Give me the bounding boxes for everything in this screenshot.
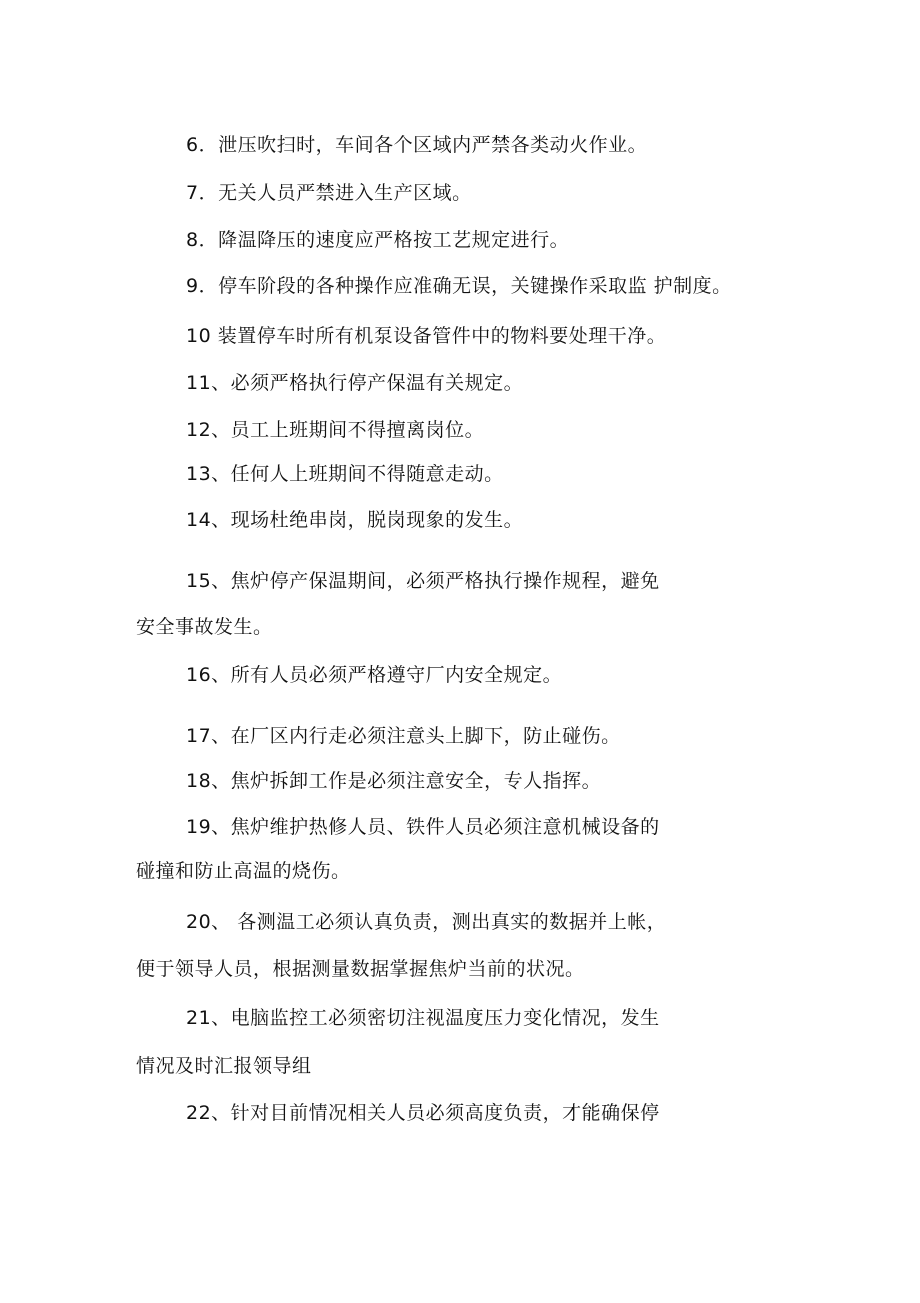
list-item-19: 19、焦炉维护热修人员、铁件人员必须注意机械设备的 [186,816,660,838]
list-item-17: 17、在厂区内行走必须注意头上脚下，防止碰伤。 [186,725,621,747]
list-item-22: 22、针对目前情况相关人员必须高度负责，才能确保停 [186,1102,660,1124]
list-item-16: 16、所有人员必须严格遵守厂内安全规定。 [186,664,563,686]
list-item-14: 14、现场杜绝串岗，脱岗现象的发生。 [186,509,524,531]
list-item-18: 18、焦炉拆卸工作是必须注意安全，专人指挥。 [186,770,602,792]
list-item-15: 15、焦炉停产保温期间，必须严格执行操作规程，避免 [186,570,660,592]
list-item-8: 8．降温降压的速度应严格按工艺规定进行。 [186,229,570,251]
list-item-11: 11、必须严格执行停产保温有关规定。 [186,372,524,394]
list-item-21: 21、电脑监控工必须密切注视温度压力变化情况，发生 [186,1007,660,1029]
list-item-15-continuation: 安全事故发生。 [136,616,273,638]
list-item-6: 6．泄压吹扫时，车间各个区域内严禁各类动火作业。 [186,134,648,156]
list-item-7: 7．无关人员严禁进入生产区域。 [186,182,472,204]
list-item-19-continuation: 碰撞和防止高温的烧伤。 [136,860,351,882]
list-item-13: 13、任何人上班期间不得随意走动。 [186,463,504,485]
list-item-9: 9．停车阶段的各种操作应准确无误，关键操作采取监 护制度。 [186,275,732,297]
list-item-20-continuation: 便于领导人员，根据测量数据掌握焦炉当前的状况。 [136,958,585,980]
list-item-20: 20、 各测温工必须认真负责，测出真实的数据并上帐， [186,911,667,933]
list-item-10: 10 装置停车时所有机泵设备管件中的物料要处理干净。 [186,325,667,347]
list-item-12: 12、员工上班期间不得擅离岗位。 [186,419,485,441]
list-item-21-continuation: 情况及时汇报领导组 [136,1055,312,1077]
